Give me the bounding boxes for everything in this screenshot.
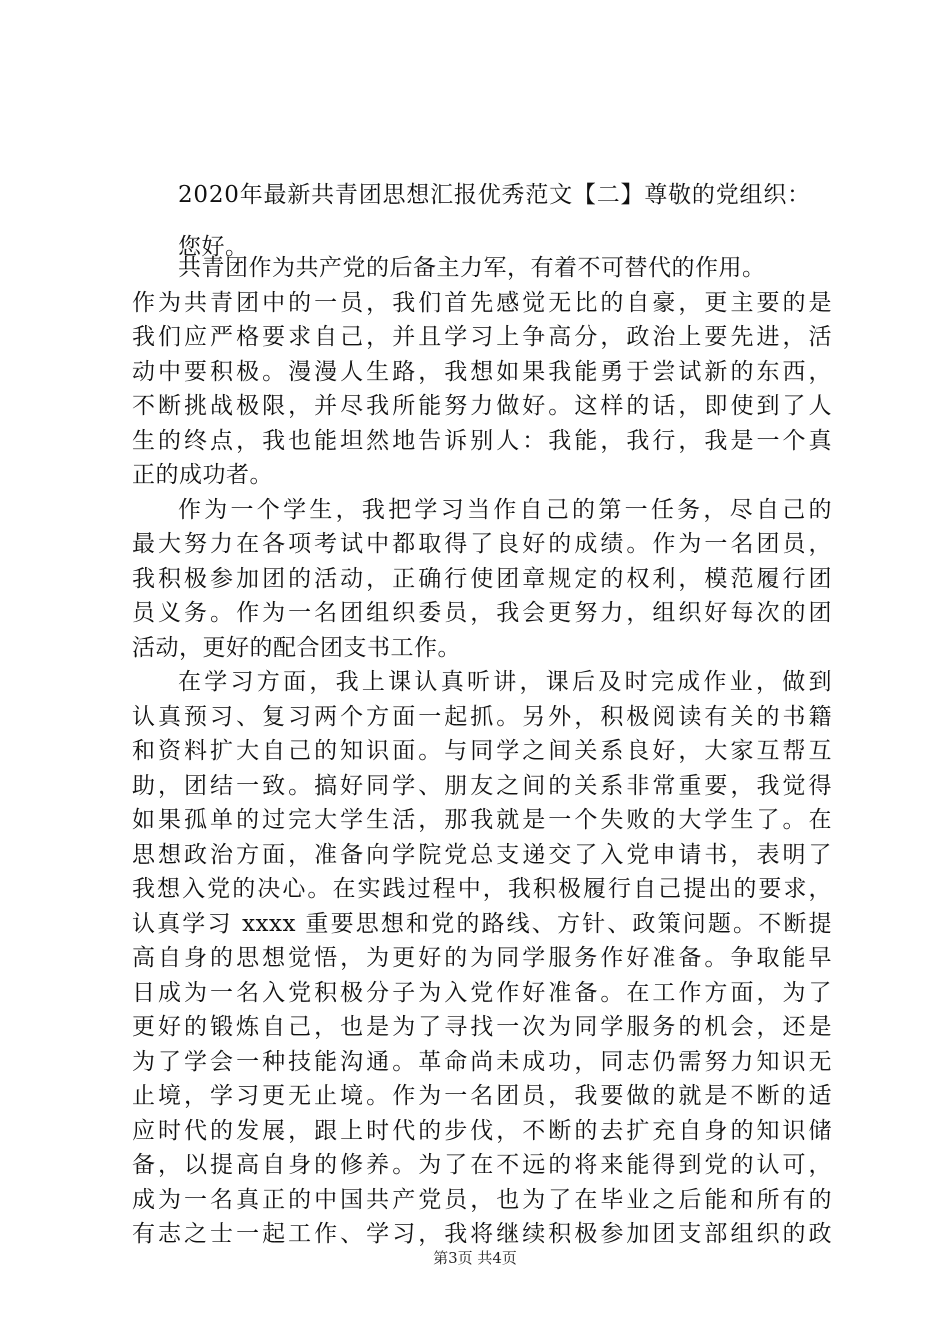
paragraph-line: 助，团结一致。搞好同学、朋友之间的关系非常重要，我觉得: [132, 772, 832, 799]
paragraph-line: 不断挑战极限，并尽我所能努力做好。这样的话，即使到了人: [132, 393, 832, 419]
paragraph-line: 我积极参加团的活动，正确行使团章规定的权利，模范履行团: [132, 565, 832, 592]
paragraph-line: 思想政治方面，准备向学院党总支递交了入党申请书，表明了: [132, 841, 832, 868]
paragraph-line: 如果孤单的过完大学生活，那我就是一个失败的大学生了。在: [132, 807, 832, 833]
paragraph-line: 认真预习、复习两个方面一起抓。另外，积极阅读有关的书籍: [132, 703, 832, 730]
paragraph-line: 活动，更好的配合团支书工作。: [132, 634, 461, 661]
paragraph-line: 更好的锻炼自己，也是为了寻找一次为同学服务的机会，还是: [132, 1014, 832, 1040]
paragraph-line: 共青团作为共产党的后备主力军，有着不可替代的作用。: [178, 255, 766, 281]
paragraph-line: 作为共青团中的一员，我们首先感觉无比的自豪，更主要的是: [132, 289, 832, 316]
paragraph-line: 最大努力在各项考试中都取得了良好的成绩。作为一名团员，: [132, 531, 832, 557]
paragraph-line: 成为一名真正的中国共产党员，也为了在毕业之后能和所有的: [132, 1186, 832, 1213]
paragraph-line: 生的终点，我也能坦然地告诉别人：我能，我行，我是一个真: [132, 427, 832, 454]
paragraph-line: 备，以提高自身的修养。为了在不远的将来能得到党的认可，: [132, 1152, 832, 1178]
document-title-line: 2020年最新共青团思想汇报优秀范文【二】尊敬的党组织：: [178, 182, 811, 208]
paragraph-line: 在学习方面，我上课认真听讲，课后及时完成作业，做到: [178, 669, 832, 695]
greeting-line: 您好。: [178, 234, 249, 260]
page-footer: 第3页 共4页: [433, 1249, 517, 1267]
body-text: [132, 251, 832, 1252]
paragraph-line: 我们应严格要求自己，并且学习上争高分，政治上要先进，活: [132, 324, 832, 350]
paragraph-line: 高自身的思想觉悟，为更好的为同学服务作好准备。争取能早: [132, 945, 832, 971]
paragraph-line: 认真学习 xxxx 重要思想和党的路线、方针、政策问题。不断提: [132, 910, 832, 937]
paragraph-line: 我想入党的决心。在实践过程中，我积极履行自己提出的要求，: [132, 876, 832, 902]
paragraph-line: 作为一个学生，我把学习当作自己的第一任务，尽自己的: [178, 496, 832, 523]
paragraph-line: 动中要积极。漫漫人生路，我想如果我能勇于尝试新的东西，: [132, 358, 832, 385]
paragraph-line: 为了学会一种技能沟通。革命尚未成功，同志仍需努力知识无: [132, 1048, 832, 1075]
paragraph-line: 止境，学习更无止境。作为一名团员，我要做的就是不断的适: [132, 1083, 832, 1109]
paragraph-line: 应时代的发展，跟上时代的步伐，不断的去扩充自身的知识储: [132, 1117, 832, 1144]
paragraph-line: 有志之士一起工作、学习，我将继续积极参加团支部组织的政: [132, 1221, 832, 1247]
paragraph-line: 和资料扩大自己的知识面。与同学之间关系良好，大家互帮互: [132, 738, 832, 764]
paragraph-line: 员义务。作为一名团组织委员，我会更努力，组织好每次的团: [132, 600, 832, 626]
paragraph-line: 日成为一名入党积极分子为入党作好准备。在工作方面，为了: [132, 979, 832, 1006]
paragraph-line: 正的成功者。: [132, 462, 273, 488]
